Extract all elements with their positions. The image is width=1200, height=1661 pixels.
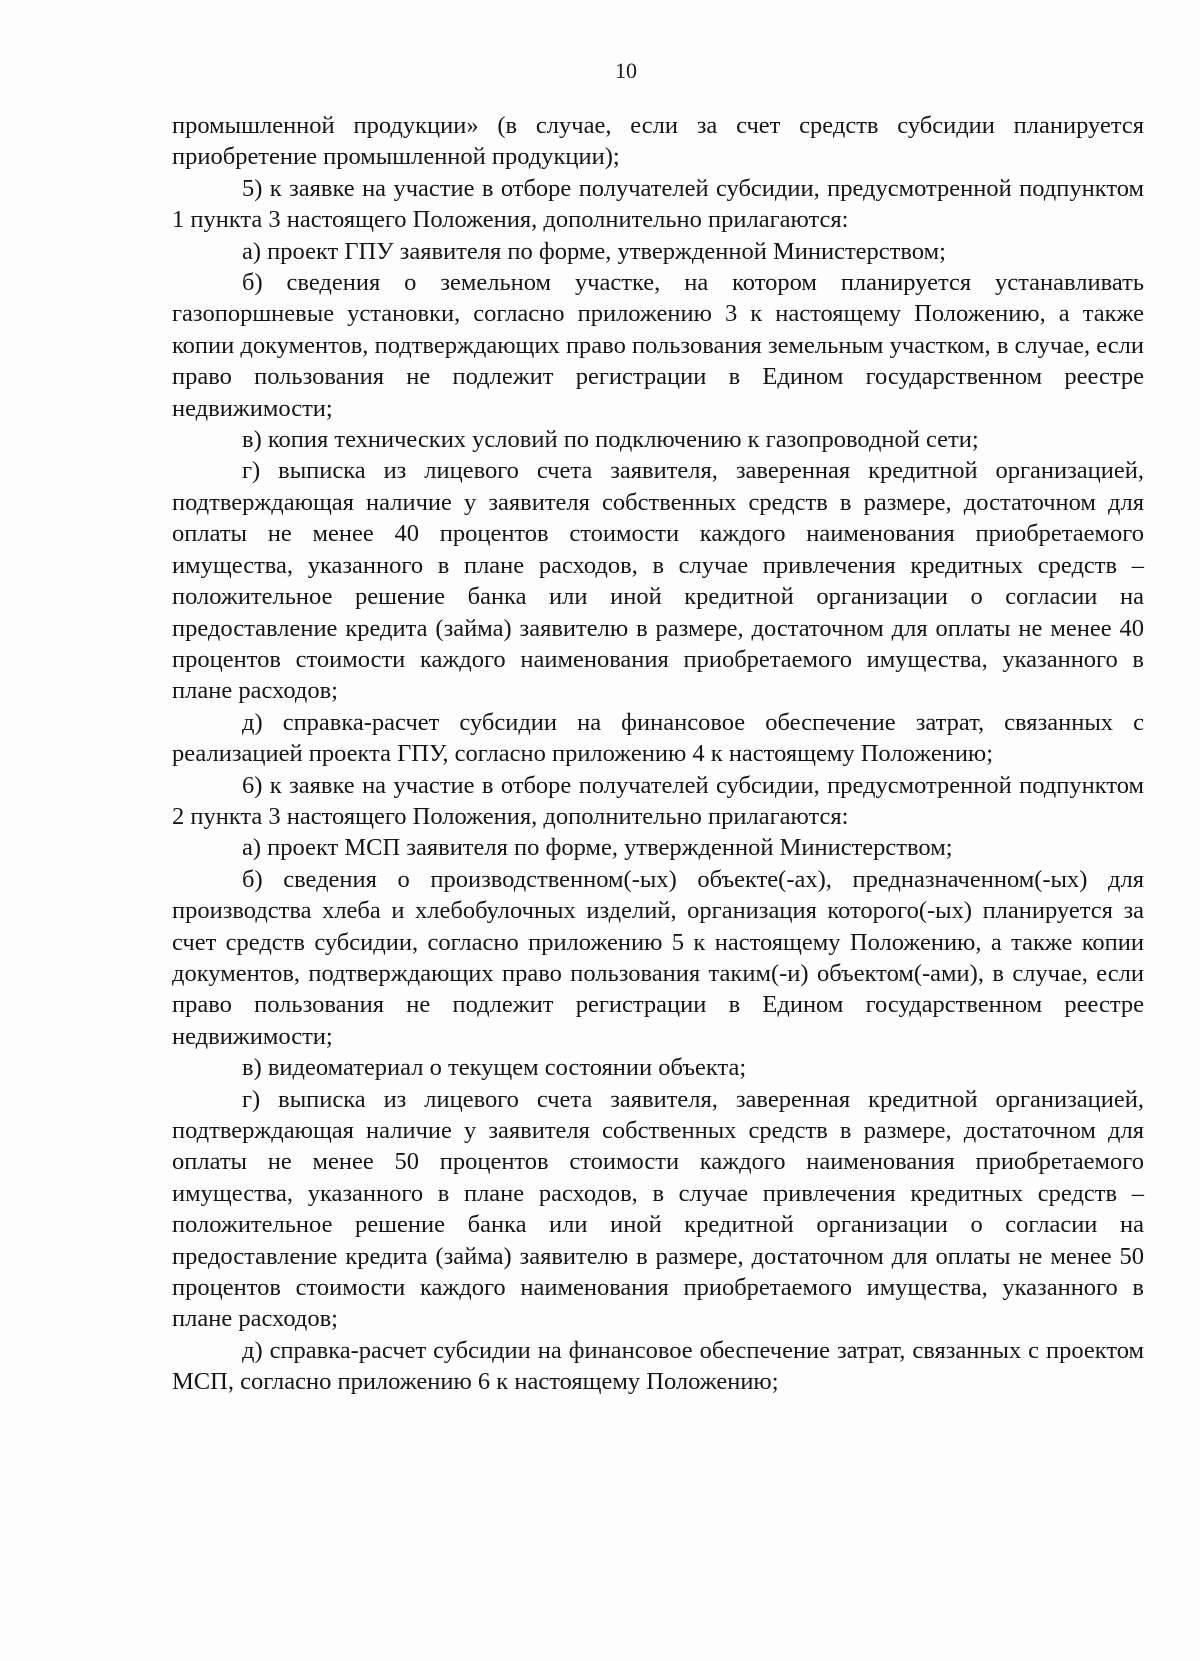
paragraph: б) сведения о земельном участке, на котором планируется устанавливать газопоршневые установки, согласно приложению 3 к настоящему Положению, а также копии документов, подтверждающих право пользования земельным участком, в случае, если право пользования не подлежит регистрации в Едином государственном реестре недвижимости;	[172, 269, 1144, 422]
page-number: 10	[615, 58, 637, 83]
paragraph: д) справка-расчет субсидии на финансовое обеспечение затрат, связанных с проектом МСП, согласно приложению 6 к настоящему Положению;	[172, 1336, 1144, 1396]
document-body	[172, 110, 1144, 1398]
paragraph: б) сведения о производственном(-ых) объекте(-ах), предназначенном(-ых) для производства хлеба и хлебобулочных изделий, организация которого(-ых) планируется за счет средств субсидии, согласно приложению 5 к настоящему Положению, а также копии документов, подтверждающих право пользования таким(-и) объектом(-ами), в случае, если право пользования не подлежит регистрации в Едином государственном реестре недвижимости;	[172, 865, 1144, 1050]
paragraph: д) справка-расчет субсидии на финансовое обеспечение затрат, связанных с реализацией проекта ГПУ, согласно приложению 4 к настоящему Положению;	[172, 708, 1144, 768]
paragraph: г) выписка из лицевого счета заявителя, заверенная кредитной организацией, подтверждающая наличие у заявителя собственных средств в размере, достаточном для оплаты не менее 40 процентов стоимости каждого наименования приобретаемого имущества, указанного в плане расходов, в случае привлечения кредитных средств – положительное решение банка или иной кредитной организации о согласии на предоставление кредита (займа) заявителю в размере, достаточном для оплаты не менее 40 процентов стоимости каждого наименования приобретаемого имущества, указанного в плане расходов;	[172, 457, 1144, 705]
paragraph: г) выписка из лицевого счета заявителя, заверенная кредитной организацией, подтверждающая наличие у заявителя собственных средств в размере, достаточном для оплаты не менее 50 процентов стоимости каждого наименования приобретаемого имущества, указанного в плане расходов, в случае привлечения кредитных средств – положительное решение банка или иной кредитной организации о согласии на предоставление кредита (займа) заявителю в размере, достаточном для оплаты не менее 50 процентов стоимости каждого наименования приобретаемого имущества, указанного в плане расходов;	[172, 1085, 1144, 1333]
paragraph: 6) к заявке на участие в отборе получателей субсидии, предусмотренной подпунктом 2 пункта 3 настоящего Положения, дополнительно прилагаются:	[172, 771, 1144, 830]
paragraph: в) копия технических условий по подключению к газопроводной сети;	[242, 426, 979, 454]
paragraph: а) проект МСП заявителя по форме, утвержденной Министерством;	[242, 834, 953, 862]
paragraph: в) видеоматериал о текущем состоянии объекта;	[242, 1054, 747, 1082]
paragraph: промышленной продукции» (в случае, если за счет средств субсидии планируется приобретение промышленной продукции);	[172, 112, 1144, 171]
paragraph: 5) к заявке на участие в отборе получателей субсидии, предусмотренной подпунктом 1 пункта 3 настоящего Положения, дополнительно прилагаются:	[172, 174, 1144, 234]
paragraph: а) проект ГПУ заявителя по форме, утвержденной Министерством;	[242, 237, 946, 265]
